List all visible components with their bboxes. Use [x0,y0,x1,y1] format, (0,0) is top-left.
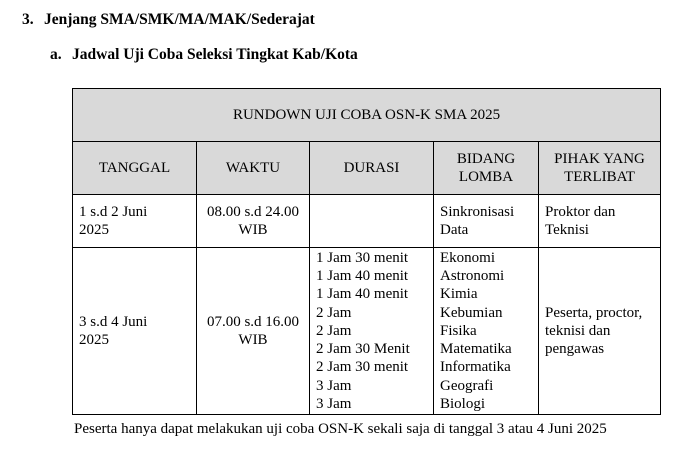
header-durasi: DURASI [310,142,434,195]
bidang-item: Biologi [440,396,486,413]
footnote: Peserta hanya dapat melakukan uji coba OSN-K sekali saja di tanggal 3 atau 4 Juni 2025 [74,421,607,437]
table-row [73,248,661,415]
table-header-row [73,142,661,195]
table-row [73,195,661,248]
header-waktu: WAKTU [197,142,310,195]
durasi-item: 2 Jam [316,304,352,321]
cell-line: WIB [238,332,268,348]
section-title: Jenjang SMA/SMK/MA/MAK/Sederajat [44,11,315,28]
cell-pihak [539,248,661,415]
durasi-item: 3 Jam [316,396,352,413]
durasi-item: 2 Jam 30 menit [316,359,409,376]
subsection-title: Jadwal Uji Coba Seleksi Tingkat Kab/Kota [72,46,358,63]
section-number: 3. [22,11,34,28]
bidang-item: Kimia [440,286,478,303]
durasi-item: 3 Jam [316,377,352,394]
cell-pihak [539,195,661,248]
cell-line: Proktor dan [545,203,616,220]
subsection-letter: a. [50,46,62,63]
cell-waktu [197,248,310,415]
bidang-item: Kebumian [440,304,503,321]
durasi-item: 2 Jam [316,322,352,339]
section-heading [22,11,315,29]
cell-line: WIB [238,222,268,238]
table-title: RUNDOWN UJI COBA OSN-K SMA 2025 [73,89,661,142]
cell-line: Data [440,222,469,238]
durasi-item: 1 Jam 40 menit [316,267,409,284]
bidang-item: Fisika [440,322,477,339]
header-bidang-line: BIDANG [456,150,516,167]
durasi-item: 2 Jam 30 Menit [316,341,410,358]
cell-line: Teknisi [545,222,589,238]
cell-bidang [434,195,539,248]
cell-tanggal [73,195,197,248]
cell-waktu [197,195,310,248]
subsection-heading [50,46,358,64]
rundown-table [72,88,661,415]
header-bidang-lomba [434,142,539,195]
bidang-item: Geografi [440,377,494,394]
header-tanggal: TANGGAL [73,142,197,195]
header-pihak-line: TERLIBAT [564,169,635,185]
cell-line: pengawas [545,341,605,358]
durasi-item: 1 Jam 40 menit [316,286,409,303]
cell-line: teknisi dan [545,322,611,339]
cell-line: 1 s.d 2 Juni [79,203,148,220]
bidang-item: Matematika [440,341,512,358]
header-pihak-line: PIHAK YANG [554,150,645,167]
cell-line: Sinkronisasi [440,203,515,220]
cell-bidang [434,248,539,415]
header-pihak-terlibat [539,142,661,195]
cell-line: 2025 [79,222,109,238]
bidang-item: Astronomi [440,267,505,284]
cell-line: 2025 [79,332,109,348]
cell-tanggal [73,248,197,415]
durasi-item: 1 Jam 30 menit [316,249,409,266]
cell-line: 08.00 s.d 24.00 [206,203,300,220]
bidang-item: Informatika [440,359,511,376]
cell-line: 3 s.d 4 Juni [79,313,148,330]
cell-durasi [310,195,434,248]
cell-durasi [310,248,434,415]
bidang-item: Ekonomi [440,249,495,266]
header-bidang-line: LOMBA [458,169,514,185]
table-title-row [73,89,661,142]
cell-line: Peserta, proctor, [545,304,643,321]
cell-line: 07.00 s.d 16.00 [206,313,300,330]
